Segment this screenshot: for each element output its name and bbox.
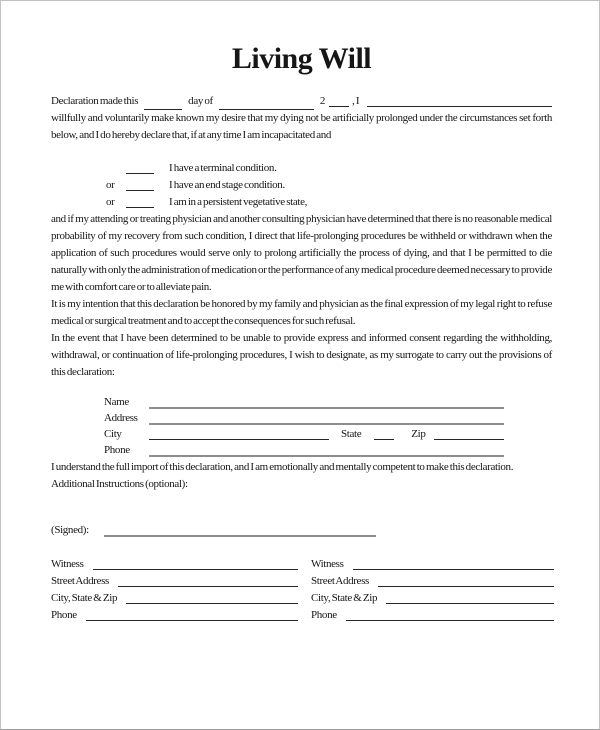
- physician-determination-paragraph: and if my attending or treating physician and another consulting physician have determined that there is no reasonable medical probability of my recovery from such condition, I direct that life-prolonging procedures be withheld or withdrawn when the application of such procedures would serve only to prolong artificially the process of dying, and that I be permitted to die naturally with only the administration of medication or the performance of any medical procedure deemed necessary to provide me with comfort care or to alleviate pain.: [51, 213, 552, 293]
- witness-city-row: [311, 590, 554, 607]
- condition-label: I have an end stage condition.: [169, 179, 285, 191]
- end-stage-condition-check-line[interactable]: [126, 190, 154, 191]
- witness-street-row: [51, 573, 298, 590]
- terminal-condition-check-line[interactable]: [126, 173, 154, 174]
- state-label: State: [341, 428, 362, 440]
- name-label: Name: [104, 396, 129, 408]
- surrogate-name-row: [104, 395, 504, 411]
- document-title: Living Will: [231, 42, 372, 75]
- phone-label: Phone: [104, 444, 130, 456]
- surrogate-name-field-line[interactable]: [149, 407, 504, 409]
- city-state-zip-label: City, State & Zip: [311, 592, 378, 604]
- declaration-date-line: [51, 93, 552, 110]
- surrogate-phone-field-line[interactable]: [149, 455, 504, 457]
- witness-section: [51, 556, 552, 624]
- condition-label: I have a terminal condition.: [169, 162, 277, 174]
- witness1-street-field-line[interactable]: [118, 586, 298, 587]
- witness-column-left: [51, 556, 298, 624]
- witness-name-row: [51, 556, 298, 573]
- intro-text-day-of: day of: [188, 95, 213, 107]
- surrogate-zip-field-line[interactable]: [434, 439, 504, 440]
- surrogate-address-row: [104, 411, 504, 427]
- condition-row-terminal: [106, 160, 552, 177]
- vegetative-state-check-line[interactable]: [126, 207, 154, 208]
- condition-row-vegetative: [106, 194, 552, 211]
- witness-street-row: [311, 573, 554, 590]
- phone-label: Phone: [311, 609, 337, 621]
- intention-paragraph: It is my intention that this declaration be honored by my family and physician as the final expression of my legal right to refuse medical or surgical treatment and to accept the consequences for such refusal.: [51, 298, 552, 327]
- signature-row: [51, 522, 552, 539]
- witness2-street-field-line[interactable]: [378, 586, 554, 587]
- zip-label: Zip: [411, 428, 426, 440]
- witness-phone-row: [51, 607, 298, 624]
- city-label: City: [104, 428, 122, 440]
- witness-name-row: [311, 556, 554, 573]
- surrogate-city-field-line[interactable]: [149, 439, 329, 440]
- declarant-name-field-line[interactable]: [367, 106, 552, 107]
- street-address-label: Street Address: [51, 575, 109, 587]
- condition-prefix: or: [106, 196, 115, 208]
- witness-phone-row: [311, 607, 554, 624]
- intro-text-comma-i: , I: [352, 95, 360, 107]
- city-state-zip-label: City, State & Zip: [51, 592, 118, 604]
- witness1-phone-field-line[interactable]: [86, 620, 298, 621]
- witness-city-row: [51, 590, 298, 607]
- signed-label: (Signed):: [51, 524, 89, 536]
- intro-text-made-this: Declaration made this: [51, 95, 139, 107]
- competency-paragraph: I understand the full import of this declaration, and I am emotionally and mentally competent to make this declaration.: [51, 461, 514, 473]
- intro-continuation: willfully and voluntarily make known my desire that my dying not be artificially prolonged under the circumstances set forth below, and I do hereby declare that, if at any time I am incapacitated and: [51, 112, 552, 141]
- condition-prefix: or: [106, 179, 115, 191]
- condition-label: I am in a persistent vegetative state,: [169, 196, 308, 208]
- year-field-line[interactable]: [329, 106, 349, 107]
- additional-instructions-label: Additional Instructions (optional):: [51, 478, 188, 490]
- surrogate-address-field-line[interactable]: [149, 423, 504, 425]
- surrogate-state-field-line[interactable]: [374, 439, 394, 440]
- witness-column-right: [311, 556, 554, 624]
- condition-row-end-stage: [106, 177, 552, 194]
- witness-label: Witness: [51, 558, 84, 570]
- phone-label: Phone: [51, 609, 77, 621]
- surrogate-phone-row: [104, 443, 504, 459]
- surrogate-contact-block: [104, 395, 504, 459]
- witness-label: Witness: [311, 558, 344, 570]
- surrogate-city-state-zip-row: [104, 427, 504, 443]
- witness2-phone-field-line[interactable]: [346, 620, 554, 621]
- witness1-name-field-line[interactable]: [93, 569, 298, 570]
- signature-field-line[interactable]: [104, 535, 376, 537]
- street-address-label: Street Address: [311, 575, 369, 587]
- surrogate-designation-paragraph: In the event that I have been determined to be unable to provide express and informed consent regarding the withholding, withdrawal, or continuation of life-prolonging procedures, I wish to designate, as my surrogate to carry out the provisions of this declaration:: [51, 332, 552, 378]
- witness2-city-state-zip-field-line[interactable]: [386, 603, 554, 604]
- address-label: Address: [104, 412, 138, 424]
- condition-options: [106, 160, 552, 211]
- witness2-name-field-line[interactable]: [353, 569, 554, 570]
- witness1-city-state-zip-field-line[interactable]: [126, 603, 298, 604]
- intro-text-year-prefix: 2: [319, 95, 326, 107]
